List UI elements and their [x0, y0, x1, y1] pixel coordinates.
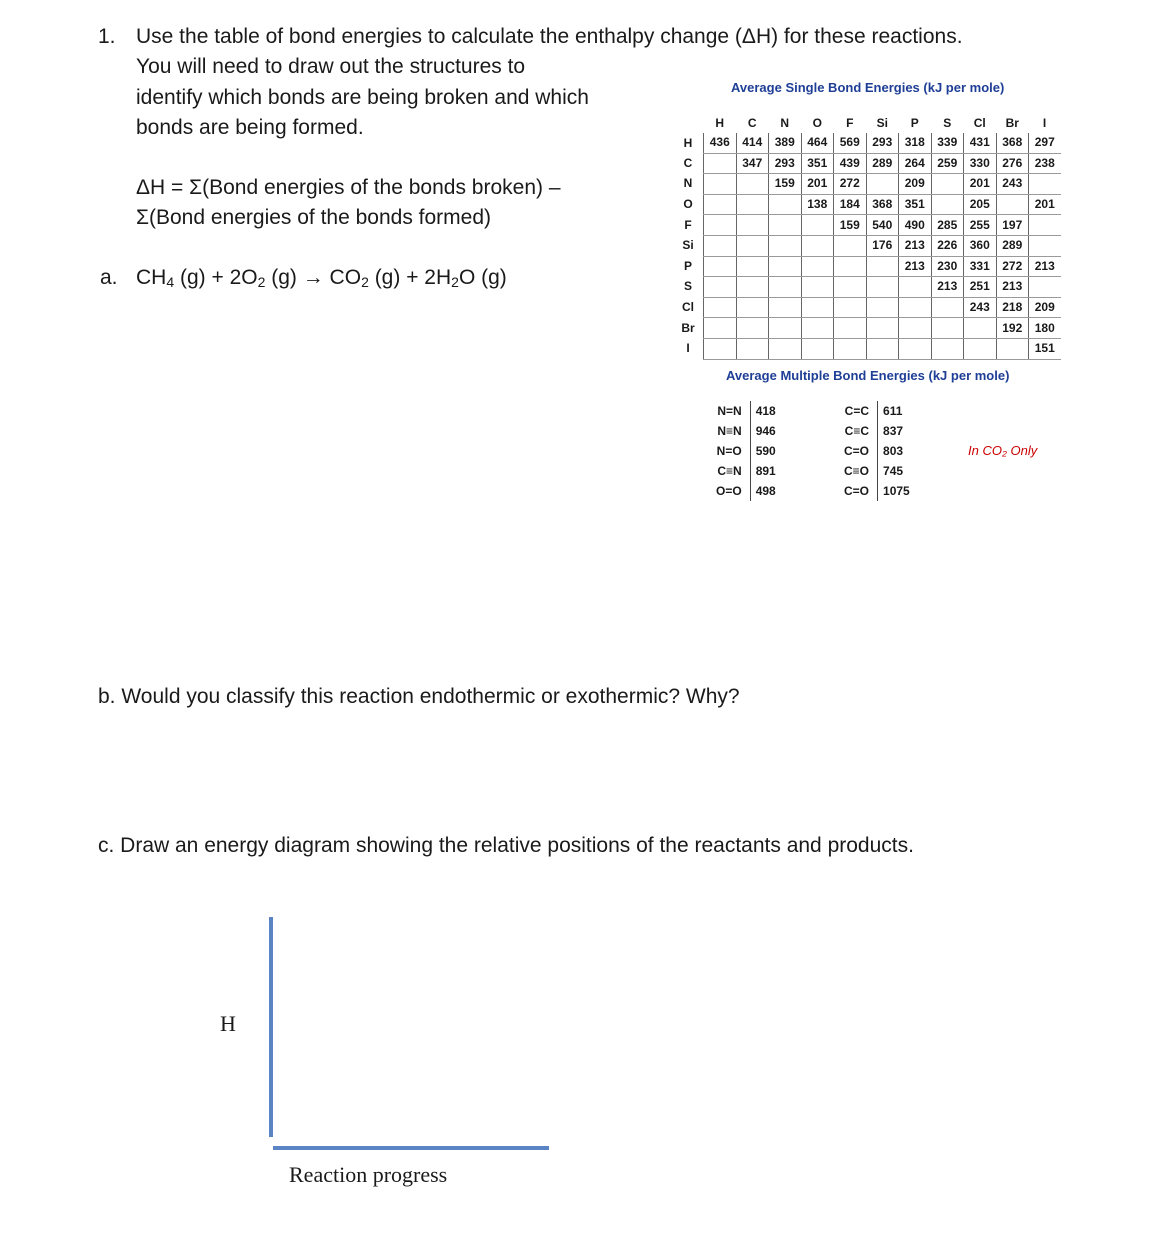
bond-value: 803: [878, 441, 914, 461]
bond-name: N≡N: [717, 424, 742, 438]
column-header: F: [846, 116, 854, 130]
row-header: C: [683, 155, 693, 170]
table-cell: [801, 235, 834, 256]
table-cell: [866, 338, 899, 359]
bond-name: C=O: [844, 444, 870, 458]
table-cell: [1029, 215, 1061, 236]
question-line-1: Use the table of bond energies to calculate the enthalpy change (ΔH) for these reactions.: [136, 25, 963, 48]
bond-name: C=C: [844, 404, 870, 418]
table-cell: 276: [996, 153, 1029, 174]
part-a-label: a.: [100, 266, 118, 289]
table-cell: [931, 297, 964, 318]
table-cell: [736, 277, 769, 298]
formula-line-2: Σ(Bond energies of the bonds formed): [136, 206, 492, 229]
table-cell: [866, 174, 899, 195]
column-header: N: [780, 116, 790, 130]
table-cell: 197: [996, 215, 1029, 236]
table-cell: 209: [1029, 297, 1061, 318]
diagram-y-label: H: [220, 1011, 236, 1036]
table-cell: 255: [964, 215, 997, 236]
table-cell: [769, 277, 802, 298]
question-line-4: bonds are being formed.: [136, 116, 364, 139]
table-cell: 331: [964, 256, 997, 277]
bond-name: N=N: [717, 404, 742, 418]
row-header: Br: [681, 320, 695, 335]
multiple-bond-table-title: Average Multiple Bond Energies (kJ per mole): [726, 368, 1010, 383]
table-cell: 213: [899, 235, 932, 256]
table-cell: [964, 338, 997, 359]
row-header: S: [683, 279, 692, 294]
table-cell: [736, 174, 769, 195]
table-cell: [834, 318, 867, 339]
table-row: [840, 401, 914, 421]
bond-value: 611: [878, 401, 914, 421]
table-cell: 226: [931, 235, 964, 256]
table-cell: [1029, 277, 1061, 298]
table-cell: 464: [801, 133, 834, 153]
table-cell: [736, 256, 769, 277]
table-cell: [1029, 235, 1061, 256]
table-cell: [931, 194, 964, 215]
table-cell: [899, 277, 932, 298]
table-row: [712, 461, 780, 481]
formula-line-1: ΔH = Σ(Bond energies of the bonds broken) –: [136, 176, 561, 199]
row-header: O: [683, 197, 693, 212]
table-cell: [834, 235, 867, 256]
table-cell: [1029, 174, 1061, 195]
table-cell: [801, 256, 834, 277]
table-row: [712, 421, 780, 441]
table-cell: 213: [996, 277, 1029, 298]
table-cell: 218: [996, 297, 1029, 318]
bond-value: 590: [750, 441, 780, 461]
column-header: Br: [1005, 116, 1019, 130]
table-cell: 213: [899, 256, 932, 277]
table-cell: [931, 318, 964, 339]
bond-value: 1075: [878, 481, 914, 501]
table-cell: [834, 338, 867, 359]
table-cell: [769, 338, 802, 359]
bond-name: O=O: [716, 484, 742, 498]
bond-value: 837: [878, 421, 914, 441]
table-cell: [996, 194, 1029, 215]
question-number: 1.: [98, 25, 116, 48]
table-cell: [736, 338, 769, 359]
table-row: [712, 481, 780, 501]
table-cell: [801, 338, 834, 359]
table-cell: [866, 297, 899, 318]
table-cell: 264: [899, 153, 932, 174]
table-row: [673, 256, 1061, 277]
row-header: N: [683, 176, 693, 191]
table-cell: 243: [996, 174, 1029, 195]
table-cell: [704, 256, 737, 277]
table-row: [673, 338, 1061, 359]
table-cell: 339: [931, 133, 964, 153]
table-cell: 368: [996, 133, 1029, 153]
table-cell: 159: [834, 215, 867, 236]
row-header: H: [683, 135, 693, 150]
table-cell: 490: [899, 215, 932, 236]
table-cell: 351: [801, 153, 834, 174]
table-cell: 251: [964, 277, 997, 298]
table-cell: 180: [1029, 318, 1061, 339]
co2-only-note: In CO₂ Only: [968, 443, 1038, 458]
table-cell: [704, 318, 737, 339]
table-cell: [704, 338, 737, 359]
table-row: [673, 297, 1061, 318]
column-header: C: [747, 116, 757, 130]
table-cell: [769, 215, 802, 236]
table-cell: [899, 318, 932, 339]
table-cell: 259: [931, 153, 964, 174]
table-cell: [704, 194, 737, 215]
table-cell: 192: [996, 318, 1029, 339]
question-line-3: identify which bonds are being broken and which: [136, 86, 589, 109]
table-row: [673, 174, 1061, 195]
table-cell: [801, 277, 834, 298]
bond-value: 745: [878, 461, 914, 481]
table-cell: 201: [801, 174, 834, 195]
multiple-bond-table-right: [840, 401, 914, 501]
table-cell: 209: [899, 174, 932, 195]
table-cell: [866, 256, 899, 277]
table-row: [673, 153, 1061, 174]
table-cell: 436: [704, 133, 737, 153]
bond-name: C=O: [844, 484, 870, 498]
table-cell: [736, 215, 769, 236]
table-cell: [931, 174, 964, 195]
row-header: P: [683, 258, 692, 273]
column-header: Cl: [973, 116, 986, 130]
table-row: [673, 194, 1061, 215]
table-cell: 201: [964, 174, 997, 195]
table-row: [673, 235, 1061, 256]
table-cell: [801, 215, 834, 236]
bond-value: 891: [750, 461, 780, 481]
table-cell: 368: [866, 194, 899, 215]
table-cell: 439: [834, 153, 867, 174]
table-cell: [704, 153, 737, 174]
table-cell: [964, 318, 997, 339]
table-cell: [801, 297, 834, 318]
table-cell: 201: [1029, 194, 1061, 215]
table-cell: 540: [866, 215, 899, 236]
table-row: [712, 441, 780, 461]
column-header: I: [1042, 116, 1047, 130]
table-cell: [769, 318, 802, 339]
table-cell: 151: [1029, 338, 1061, 359]
diagram-x-axis[interactable]: [273, 1146, 549, 1150]
table-cell: [769, 235, 802, 256]
column-header: O: [812, 116, 822, 130]
column-header: H: [715, 116, 725, 130]
part-b-question: b. Would you classify this reaction endothermic or exothermic? Why?: [98, 685, 740, 708]
row-header: I: [686, 341, 690, 356]
table-cell: [736, 194, 769, 215]
row-header: Cl: [682, 300, 694, 315]
table-cell: 297: [1029, 133, 1061, 153]
table-cell: [834, 297, 867, 318]
table-cell: [899, 297, 932, 318]
table-row: [840, 481, 914, 501]
table-cell: 176: [866, 235, 899, 256]
table-cell: 205: [964, 194, 997, 215]
table-cell: [736, 235, 769, 256]
table-cell: [866, 318, 899, 339]
row-header: Si: [682, 238, 694, 253]
table-cell: [834, 277, 867, 298]
table-cell: 272: [834, 174, 867, 195]
table-cell: [996, 338, 1029, 359]
table-cell: 569: [834, 133, 867, 153]
table-cell: [736, 297, 769, 318]
table-cell: 351: [899, 194, 932, 215]
column-header: Si: [876, 116, 888, 130]
table-cell: [931, 338, 964, 359]
table-row: [673, 215, 1061, 236]
table-cell: 347: [736, 153, 769, 174]
table-row: [840, 421, 914, 441]
table-cell: 184: [834, 194, 867, 215]
table-cell: 289: [996, 235, 1029, 256]
column-header: S: [943, 116, 952, 130]
table-cell: [704, 235, 737, 256]
table-row: [712, 401, 780, 421]
table-cell: 318: [899, 133, 932, 153]
table-cell: 272: [996, 256, 1029, 277]
table-cell: [769, 256, 802, 277]
table-cell: 243: [964, 297, 997, 318]
table-cell: [736, 318, 769, 339]
table-cell: [704, 277, 737, 298]
table-row: [673, 133, 1061, 153]
single-bond-table-title: Average Single Bond Energies (kJ per mole): [731, 80, 1005, 95]
question-line-2: You will need to draw out the structures to: [136, 55, 526, 78]
table-cell: 138: [801, 194, 834, 215]
bond-value: 418: [750, 401, 780, 421]
table-cell: [704, 174, 737, 195]
row-header: F: [684, 217, 692, 232]
table-cell: 414: [736, 133, 769, 153]
diagram-x-label: Reaction progress: [289, 1162, 448, 1187]
table-cell: 289: [866, 153, 899, 174]
table-cell: 213: [931, 277, 964, 298]
table-corner: [673, 114, 704, 133]
table-cell: 285: [931, 215, 964, 236]
part-a-reaction: [136, 263, 507, 293]
table-cell: 431: [964, 133, 997, 153]
diagram-y-axis[interactable]: [269, 917, 273, 1137]
table-cell: [834, 256, 867, 277]
table-row: [673, 318, 1061, 339]
table-cell: [704, 215, 737, 236]
table-row: [840, 441, 914, 461]
table-cell: [899, 338, 932, 359]
table-cell: 293: [866, 133, 899, 153]
table-row: [840, 461, 914, 481]
table-cell: [769, 297, 802, 318]
table-cell: 230: [931, 256, 964, 277]
single-bond-table: [673, 114, 1061, 360]
table-cell: 330: [964, 153, 997, 174]
column-header: P: [910, 116, 919, 130]
table-cell: 389: [769, 133, 802, 153]
table-cell: [801, 318, 834, 339]
part-c-question: c. Draw an energy diagram showing the relative positions of the reactants and products.: [98, 834, 914, 857]
table-cell: [704, 297, 737, 318]
part-a-reaction-text: $CH_4$ $(g) + 2O_2$ $(g) \to CO_2$ $(g) + 2H_2O$ (g): [136, 266, 507, 290]
table-cell: 293: [769, 153, 802, 174]
bond-name: C≡O: [844, 464, 870, 478]
bond-value: 498: [750, 481, 780, 501]
table-row: [673, 277, 1061, 298]
bond-name: N=O: [716, 444, 742, 458]
multiple-bond-table-left: [712, 401, 780, 501]
table-cell: [769, 194, 802, 215]
table-cell: 238: [1029, 153, 1061, 174]
table-cell: [866, 277, 899, 298]
table-cell: 213: [1029, 256, 1061, 277]
table-cell: 159: [769, 174, 802, 195]
bond-name: C≡N: [717, 464, 742, 478]
table-cell: 360: [964, 235, 997, 256]
bond-name: C≡C: [844, 424, 870, 438]
bond-value: 946: [750, 421, 780, 441]
